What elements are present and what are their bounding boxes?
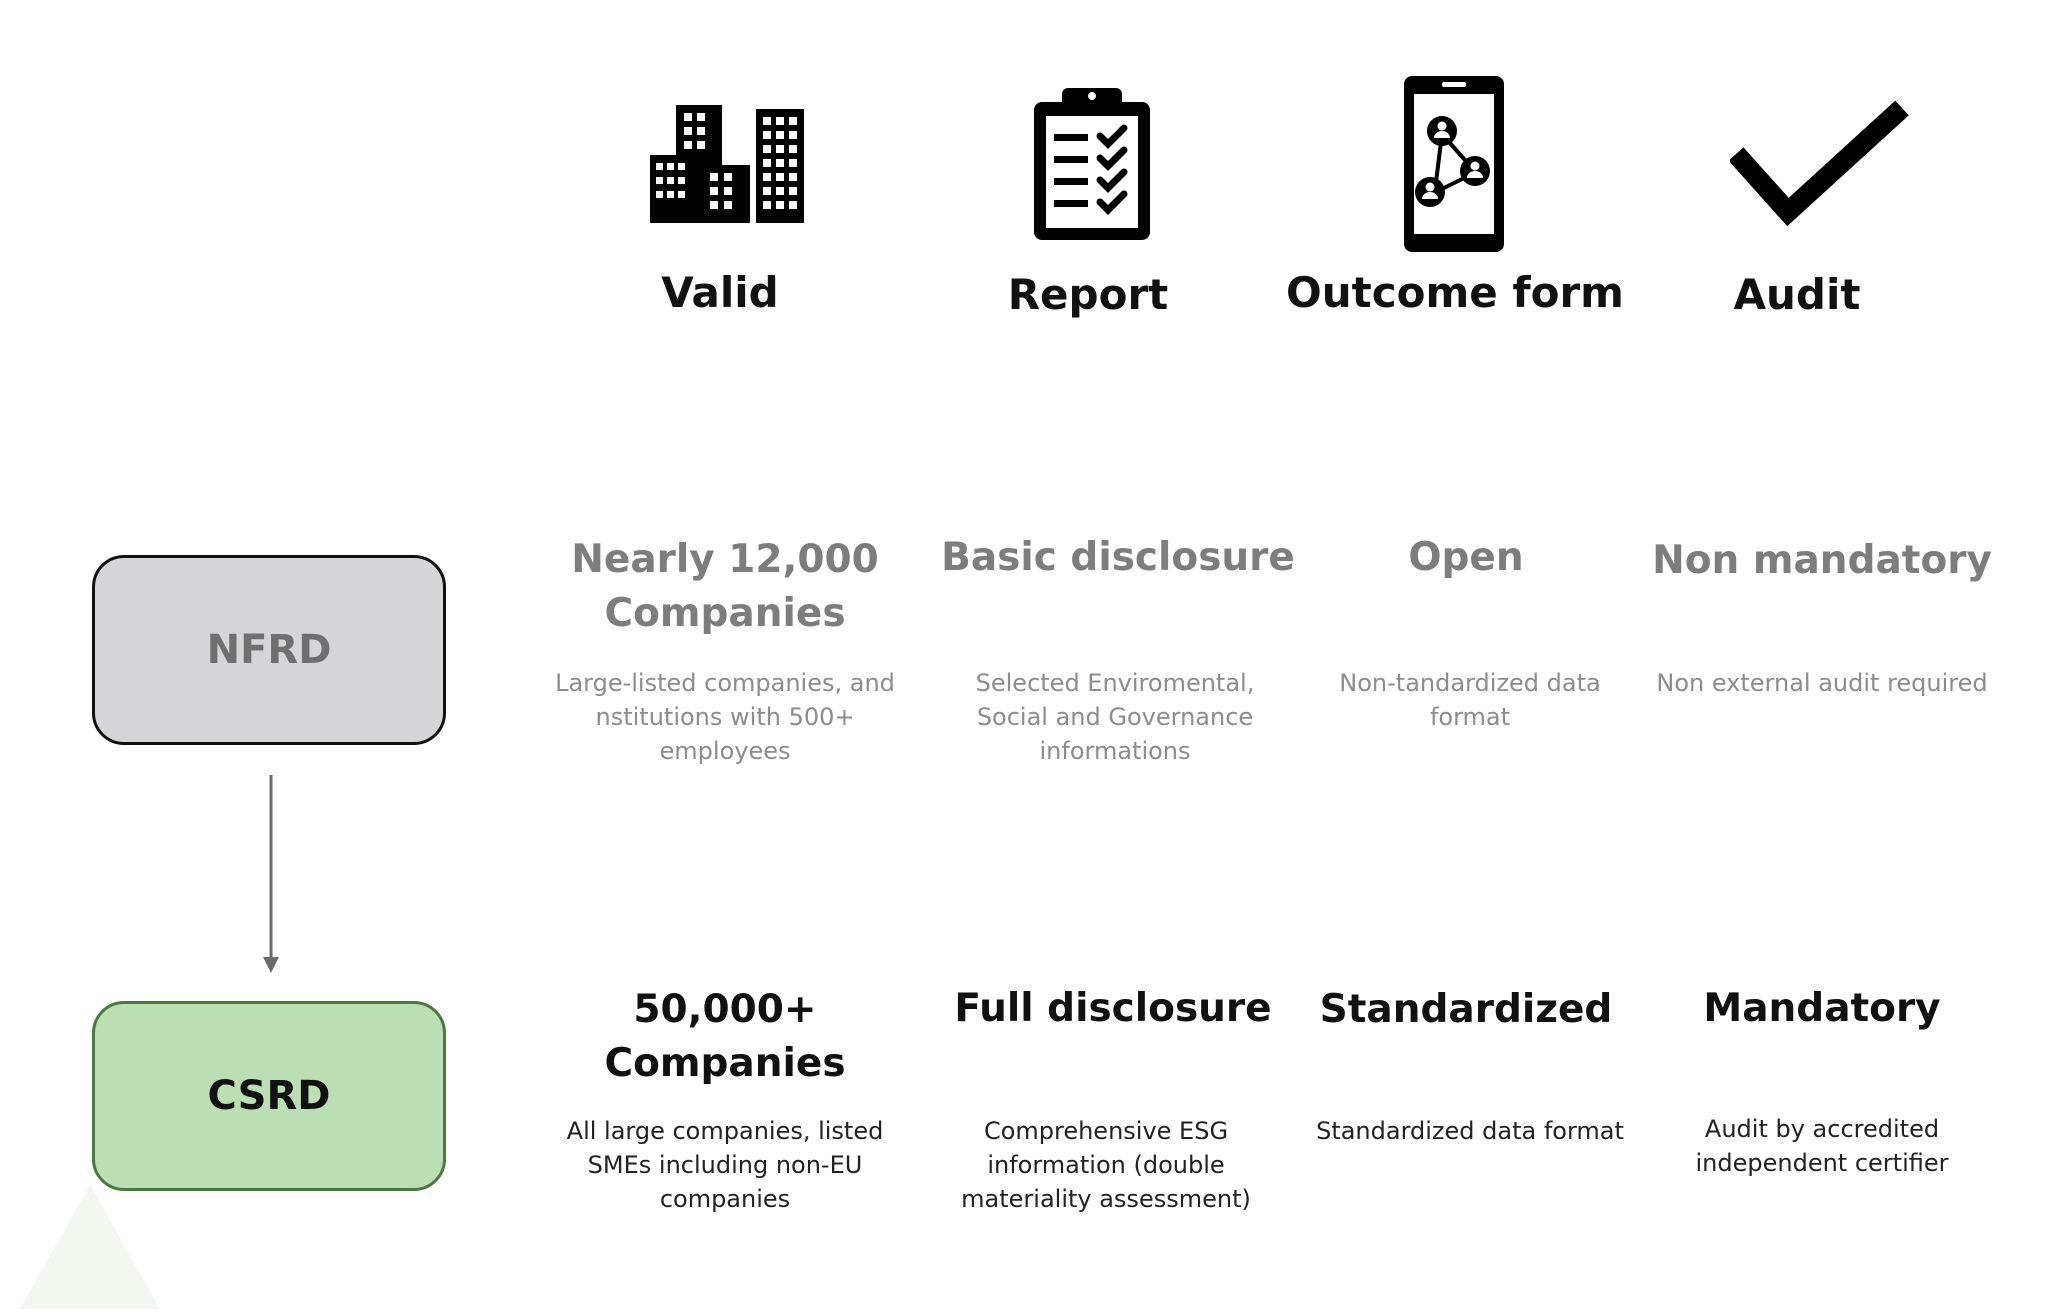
nfrd-audit-desc: Non external audit required — [1656, 669, 1988, 697]
csrd-label: CSRD — [207, 1073, 331, 1119]
nfrd-audit-title: Non mandatory — [1652, 538, 1992, 583]
clipboard-checklist-icon — [1030, 88, 1154, 244]
csrd-outcome-title: Standardized — [1319, 987, 1613, 1032]
nfrd-valid-title: Nearly 12,000 Companies — [571, 537, 879, 636]
header-audit: Audit — [1733, 270, 1861, 319]
csrd-valid-title: 50,000+ Companies — [604, 987, 846, 1086]
header-valid: Valid — [661, 268, 779, 317]
csrd-valid-desc: All large companies, listed SMEs including non-EU companies — [566, 1117, 884, 1213]
csrd-report-title: Full disclosure — [954, 986, 1272, 1031]
header-outcome-form: Outcome form — [1286, 268, 1624, 317]
nfrd-label: NFRD — [206, 627, 332, 673]
header-report: Report — [1007, 270, 1169, 319]
csrd-report-desc: Comprehensive ESG information (double materiality assessment) — [961, 1117, 1251, 1213]
csrd-box — [92, 1001, 446, 1191]
checkmark-icon — [1730, 100, 1910, 230]
transition-arrow — [261, 775, 281, 980]
nfrd-report-title: Basic disclosure — [941, 535, 1295, 580]
nfrd-outcome-desc: Non-tandardized data format — [1339, 669, 1601, 731]
nfrd-outcome-title: Open — [1408, 535, 1524, 580]
buildings-icon — [650, 103, 805, 223]
nfrd-valid-desc: Large-listed companies, and nstitutions with 500+ employees — [555, 669, 895, 765]
phone-network-icon — [1402, 74, 1506, 254]
csrd-outcome-desc: Standardized data format — [1316, 1117, 1624, 1145]
nfrd-report-desc: Selected Enviromental, Social and Governance informations — [975, 669, 1255, 765]
csrd-audit-title: Mandatory — [1703, 986, 1941, 1031]
csrd-audit-desc: Audit by accredited independent certifier — [1695, 1115, 1949, 1177]
nfrd-box — [92, 555, 446, 745]
decorative-triangle — [20, 1185, 160, 1314]
